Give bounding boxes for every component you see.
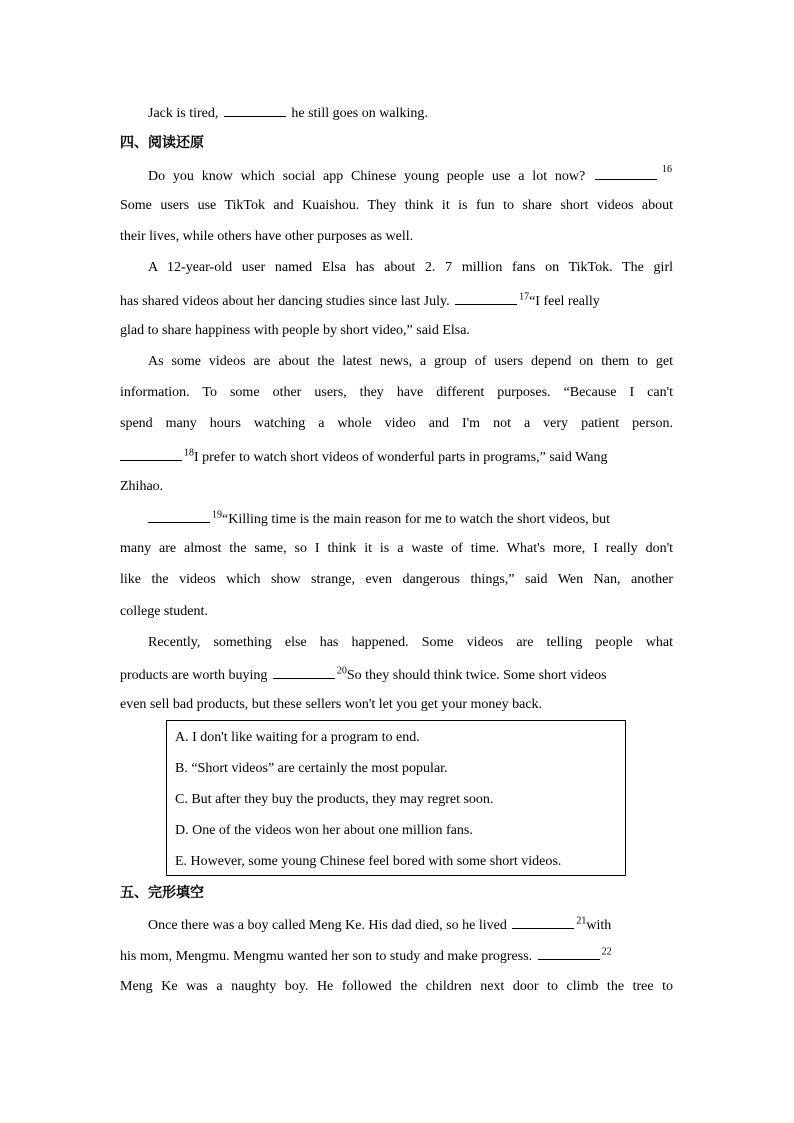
passage-line: Once there was a boy called Meng Ke. His dad died, so he lived $^{21}$with xyxy=(148,915,612,933)
passage-line: glad to share happiness with people by short video,” said Elsa. xyxy=(120,323,470,338)
answer-blank-20[interactable] xyxy=(273,664,335,679)
option-b: B. “Short videos” are certainly the most popular. xyxy=(175,761,448,776)
blank-number: 20 xyxy=(336,665,347,677)
option-d: D. One of the videos won her about one million fans. xyxy=(175,823,473,838)
answer-blank[interactable] xyxy=(224,102,286,117)
blank-number: 18 xyxy=(184,447,194,459)
option-a: A. I don't like waiting for a program to end. xyxy=(175,730,420,745)
answer-blank-16[interactable] xyxy=(595,165,657,180)
blank-number: 22 xyxy=(601,946,612,958)
answer-blank-21[interactable] xyxy=(512,914,574,929)
passage-line: $^{18}$I prefer to watch short videos of wonderful parts in programs,” said Wang xyxy=(120,446,673,468)
passage-line: spend many hours watching a whole video and I'm not a very patient person. xyxy=(120,416,673,431)
option-e: E. However, some young Chinese feel bored with some short videos. xyxy=(175,854,562,869)
text-after: he still goes on walking. xyxy=(287,106,428,121)
passage-line: products are worth buying $^{20}$So they should think twice. Some short videos xyxy=(120,665,607,683)
passage-line: Recently, something else has happened. Some videos are telling people what xyxy=(148,635,673,650)
section-heading-cloze: 五、完形填空 xyxy=(120,885,204,901)
passage-line: Do you know which social app Chinese young people use a lot now? xyxy=(148,165,659,187)
document-page: Jack is tired, he still goes on walking. 四、阅读还原 Do you know which social app Chinese young people use a lot now? 16 Some users use TikTok and Kuaishou. They think it is fun to share short videos about their lives, while others have other purposes as well. A 12-year-old user named Elsa has about 2. 7 million fans on TikTok. The girl has shared videos about her dancing studies since last July. $^{17}$“I feel really glad to share happiness with people by short video,” said Elsa. As some videos are about the latest news, a group of users depend on them to get information. To some other users, they have different purposes. “Because I can't spend many hours watching a whole video and I'm not a very patient person. $^{18}$I prefer to watch short videos of wonderful parts in programs,” said Wang Zhihao. $^{19}$“Killing time is the main reason for me to watch the short videos, but many are almost the same, so I think it is a waste of time. What's more, I really don't like the videos which show strange, even dangerous things,” said Wen Nan, another college student. Recently, something else has happened. Some videos are telling people what products are worth buying $^{20}$So they should think twice. Some short videos even sell bad products, but these sellers won't let you get your money back. A. I don't like waiting for a program to end. B. “Short videos” are certainly the most popular. C. But after they buy the products, they may regret soon. D. One of the videos won her about one million fans. E. However, some young Chinese feel bored with some short videos. 五、完形填空 Once there was a boy called Meng Ke. His dad died, so he lived $^{21}$with his mom, Mengmu. Mengmu wanted her son to study and make progress. $^{22}$ Meng Ke was a naughty boy. He followed the children next door to climb the tree to xyxy=(0,0,794,1123)
text-before: Jack is tired, xyxy=(148,106,222,121)
answer-blank-17[interactable] xyxy=(455,290,517,305)
passage-line: his mom, Mengmu. Mengmu wanted her son to study and make progress. $^{22}$ xyxy=(120,946,612,964)
passage-line: Zhihao. xyxy=(120,479,164,494)
passage-line: information. To some other users, they have different purposes. “Because I can't xyxy=(120,385,673,400)
answer-blank-19[interactable] xyxy=(148,508,210,523)
passage-line: Some users use TikTok and Kuaishou. They think it is fun to share short videos about xyxy=(120,198,673,213)
blank-number: 21 xyxy=(576,915,587,927)
passage-line: even sell bad products, but these sellers won't let you get your money back. xyxy=(120,697,543,712)
passage-line: A 12-year-old user named Elsa has about 2. 7 million fans on TikTok. The girl xyxy=(148,260,673,275)
passage-line: their lives, while others have other purposes as well. xyxy=(120,229,414,244)
blank-number: 17 xyxy=(519,291,530,303)
section-heading-reading-restore: 四、阅读还原 xyxy=(120,135,204,151)
option-c: C. But after they buy the products, they may regret soon. xyxy=(175,792,494,807)
passage-line: $^{19}$“Killing time is the main reason for me to watch the short videos, but xyxy=(148,508,673,530)
passage-line: college student. xyxy=(120,604,208,619)
intro-sentence xyxy=(148,102,701,124)
blank-number: 19 xyxy=(212,509,222,521)
answer-blank-18[interactable] xyxy=(120,446,182,461)
answer-blank-22[interactable] xyxy=(538,945,600,960)
passage-line: As some videos are about the latest news, a group of users depend on them to get xyxy=(148,354,673,369)
passage-line: has shared videos about her dancing studies since last July. $^{17}$“I feel really xyxy=(120,291,600,309)
passage-line: like the videos which show strange, even dangerous things,” said Wen Nan, another xyxy=(120,572,673,587)
passage-line: many are almost the same, so I think it is a waste of time. What's more, I really don't xyxy=(120,541,673,556)
passage-line: Meng Ke was a naughty boy. He followed the children next door to climb the tree to xyxy=(120,979,673,994)
options-box xyxy=(166,720,626,876)
